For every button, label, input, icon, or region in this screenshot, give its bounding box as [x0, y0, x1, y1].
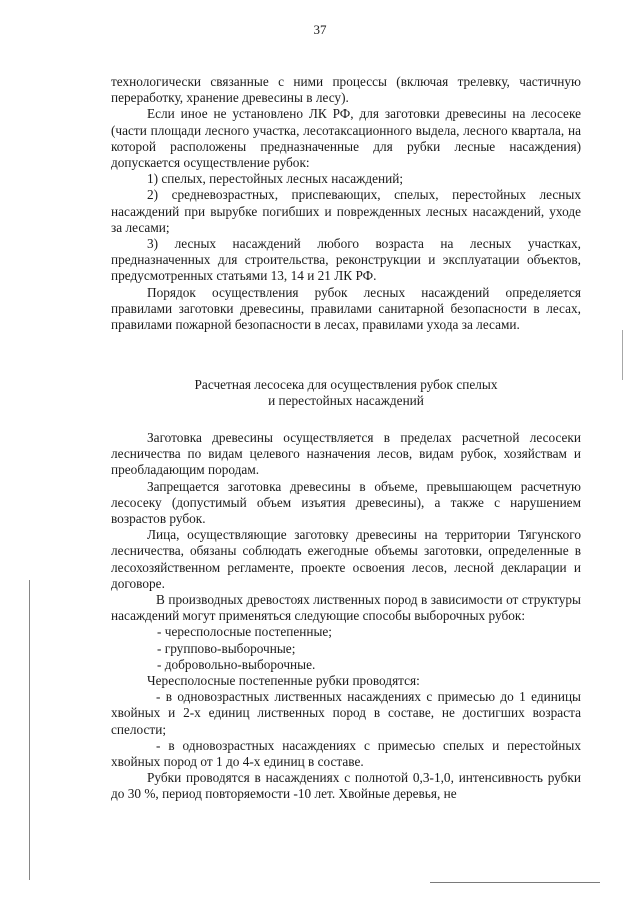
text-block-top: [111, 74, 581, 333]
paragraph: Если иное не установлено ЛК РФ, для заготовки древесины на лесосеке (части площади лесного участка, лесотаксационного выдела, лесного квартала, на которой расположены предназначенные для рубки лесные насаждения) допускается осуществление рубок:: [111, 106, 581, 171]
paragraph: Чересполосные постепенные рубки проводятся:: [147, 673, 420, 689]
scan-edge-line: [622, 330, 623, 380]
heading-line: Расчетная лесосека для осуществления рубок спелых: [194, 377, 498, 392]
section-heading: [111, 377, 581, 409]
list-item: - добровольно-выборочные.: [157, 656, 316, 672]
paragraph: Лица, осуществляющие заготовку древесины на территории Тягунского лесничества, обязаны соблюдать ежегодные объемы заготовки, определенные в лесохозяйственном регламенте, проекте освоения лесов, лесной декларации и договоре.: [111, 527, 581, 591]
page-number: 37: [313, 22, 327, 37]
heading-line: и перестойных насаждений: [268, 393, 424, 409]
list-item: 1) спелых, перестойных лесных насаждений;: [147, 171, 404, 187]
paragraph: Рубки проводятся в насаждениях с полнотой 0,3-1,0, интенсивность рубки до 30 %, период повторяемости -10 лет. Хвойные деревья, не: [111, 770, 581, 802]
list-item: 3) лесных насаждений любого возраста на лесных участках, предназначенных для строительства, реконструкции и эксплуатации объектов, предусмотренных статьями 13, 14 и 21 ЛК РФ.: [111, 236, 581, 284]
list-item: - чересполосные постепенные;: [157, 624, 332, 640]
paragraph: В производных древостоях лиственных пород в зависимости от структуры насаждений могут применяться следующие способы выборочных рубок:: [111, 592, 581, 624]
scan-edge-line: [29, 580, 30, 880]
list-item: - в одновозрастных лиственных насаждениях с примесью до 1 единицы хвойных и 2-х единиц лиственных пород в составе, не достигших возраста спелости;: [111, 689, 581, 737]
list-item: 2) средневозрастных, приспевающих, спелых, перестойных лесных насаждений при вырубке погибших и поврежденных лесных насаждений, уходе за лесами;: [111, 187, 581, 235]
list-item: - группово-выборочные;: [157, 640, 296, 656]
list-item: - в одновозрастных насаждениях с примесью спелых и перестойных хвойных пород от 1 до 4-х единиц в составе.: [111, 737, 581, 770]
scan-edge-line: [430, 882, 600, 883]
text-block-bottom: [111, 430, 581, 803]
paragraph: технологически связанные с ними процессы (включая трелевку, частичную переработку, хранение древесины в лесу).: [111, 74, 581, 106]
paragraph: Порядок осуществления рубок лесных насаждений определяется правилами заготовки древесины, правилами санитарной безопасности в лесах, правилами пожарной безопасности в лесах, правилами ухода за лесами.: [111, 284, 581, 333]
paragraph: Заготовка древесины осуществляется в пределах расчетной лесосеки лесничества по видам целевого назначения лесов, видам рубок, хозяйствам и преобладающим породам.: [111, 430, 581, 478]
paragraph: Запрещается заготовка древесины в объеме, превышающем расчетную лесосеку (допустимый объем изъятия древесины), а также с нарушением возрастов рубок.: [111, 478, 581, 527]
